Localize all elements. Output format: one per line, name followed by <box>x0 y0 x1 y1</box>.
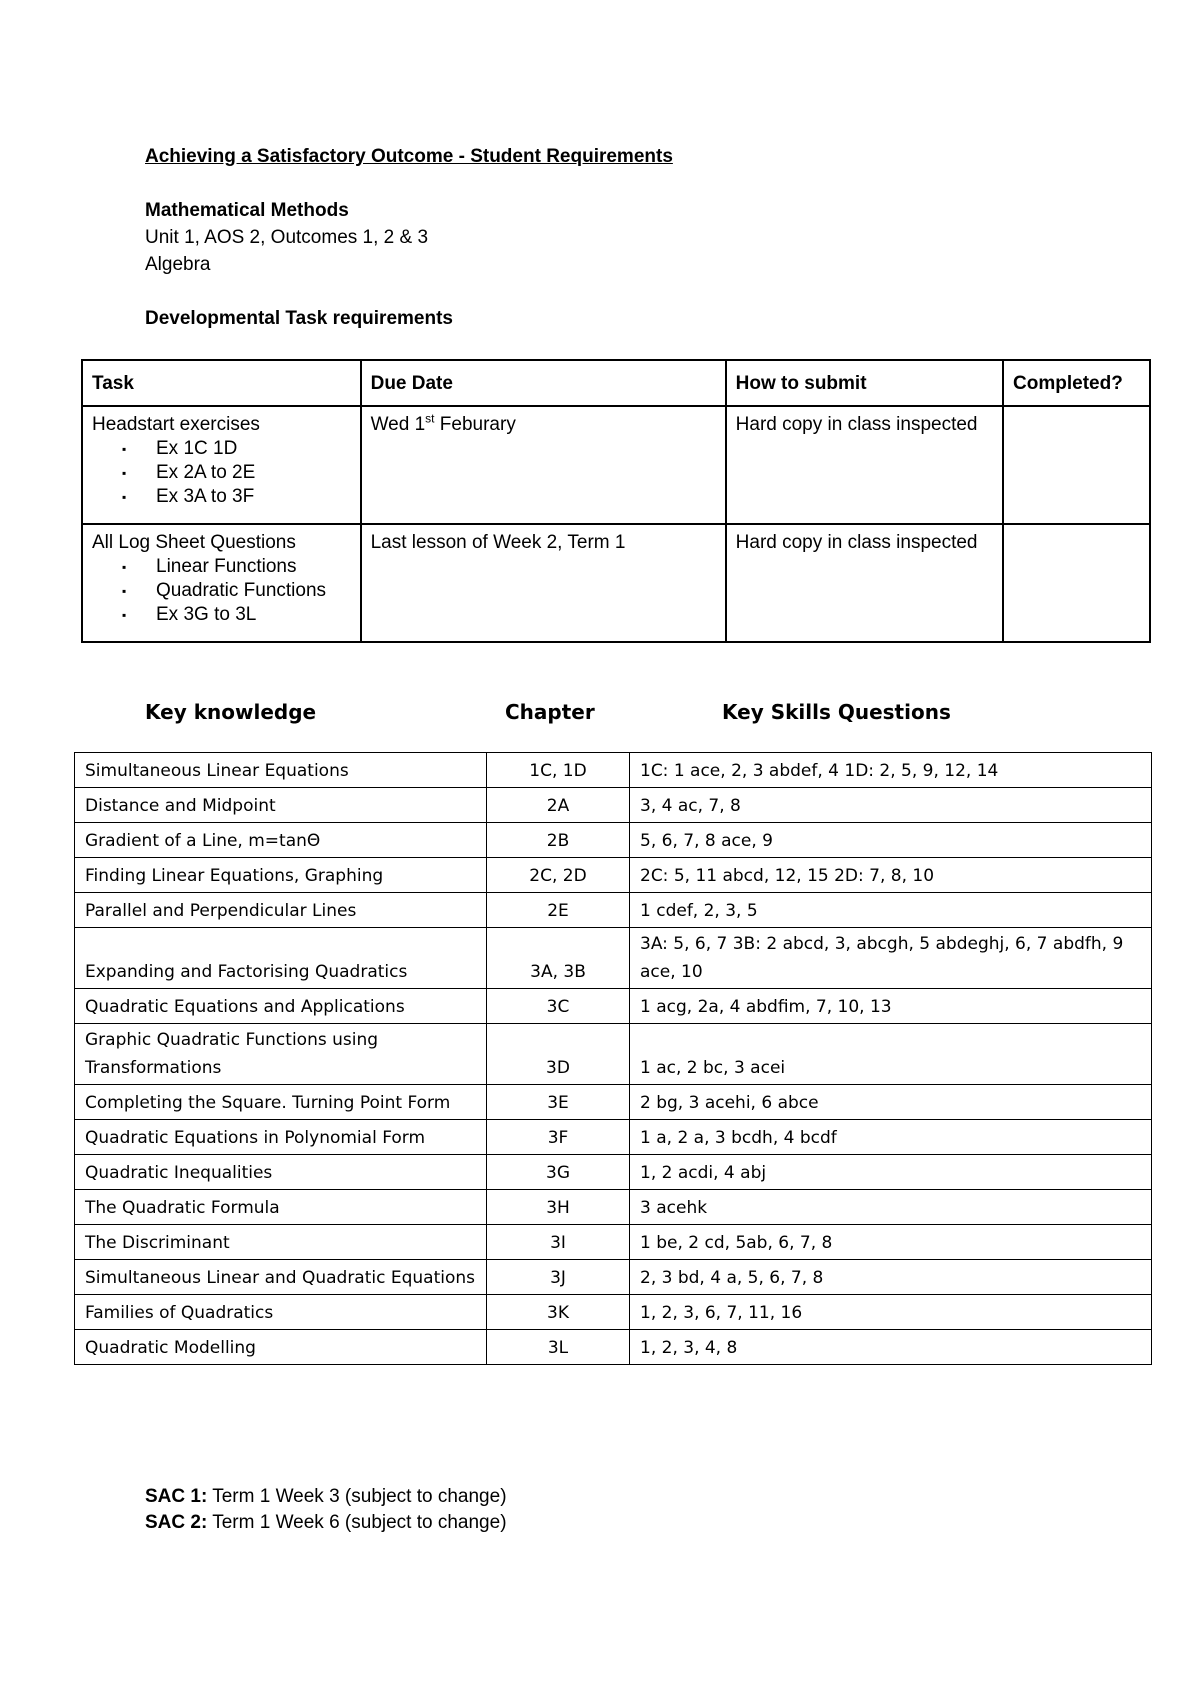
questions-cell: 1 a, 2 a, 3 bcdh, 4 bcdf <box>630 1120 1152 1155</box>
chapter-cell: 2A <box>487 788 630 823</box>
task-name: Headstart exercises <box>92 414 260 435</box>
skills-row <box>75 928 1152 989</box>
submit-method-cell: Hard copy in class inspected <box>726 406 1003 524</box>
knowledge-topic-cell: Simultaneous Linear and Quadratic Equations <box>75 1260 487 1295</box>
questions-cell: 2, 3 bd, 4 a, 5, 6, 7, 8 <box>630 1260 1152 1295</box>
chapter-header: Chapter <box>505 700 595 724</box>
task-column-header: Task <box>82 360 361 406</box>
chapter-cell: 1C, 1D <box>487 753 630 788</box>
knowledge-topic-cell: Expanding and Factorising Quadratics <box>75 928 487 989</box>
knowledge-topic-cell: Quadratic Equations and Applications <box>75 989 487 1024</box>
chapter-cell: 3A, 3B <box>487 928 630 989</box>
sac-2-line <box>145 1510 507 1536</box>
how-to-submit-column-header: How to submit <box>726 360 1003 406</box>
sac-1-line <box>145 1484 507 1510</box>
skills-row <box>75 1155 1152 1190</box>
task-item: ▪ Ex 2A to 2E <box>156 461 351 485</box>
completed-cell[interactable] <box>1003 406 1150 524</box>
knowledge-topic-cell: Quadratic Inequalities <box>75 1155 487 1190</box>
task-cell <box>82 524 361 642</box>
due-date-ordinal: st <box>425 411 435 426</box>
task-row <box>82 406 1150 524</box>
knowledge-topic-cell: Quadratic Equations in Polynomial Form <box>75 1120 487 1155</box>
key-skills-questions-header: Key Skills Questions <box>722 700 951 724</box>
questions-cell: 5, 6, 7, 8 ace, 9 <box>630 823 1152 858</box>
chapter-cell: 2B <box>487 823 630 858</box>
questions-cell: 2C: 5, 11 abcd, 12, 15 2D: 7, 8, 10 <box>630 858 1152 893</box>
sac-text: Term 1 Week 6 (subject to change) <box>207 1512 507 1533</box>
chapter-cell: 3I <box>487 1225 630 1260</box>
developmental-task-heading: Developmental Task requirements <box>145 308 453 329</box>
questions-cell: 1 ac, 2 bc, 3 acei <box>630 1024 1152 1085</box>
task-item-list <box>92 555 351 627</box>
questions-cell: 1 acg, 2a, 4 abdfim, 7, 10, 13 <box>630 989 1152 1024</box>
questions-cell: 3 acehk <box>630 1190 1152 1225</box>
knowledge-topic-cell: Parallel and Perpendicular Lines <box>75 893 487 928</box>
sac-label: SAC 1: <box>145 1486 208 1507</box>
skills-row <box>75 753 1152 788</box>
questions-cell: 3A: 5, 6, 7 3B: 2 abcd, 3, abcgh, 5 abdeghj, 6, 7 abdfh, 9 ace, 10 <box>630 928 1152 989</box>
skills-row <box>75 1295 1152 1330</box>
unit-line: Unit 1, AOS 2, Outcomes 1, 2 & 3 <box>145 227 429 248</box>
questions-cell: 1 be, 2 cd, 5ab, 6, 7, 8 <box>630 1225 1152 1260</box>
skills-row <box>75 1085 1152 1120</box>
chapter-cell: 2E <box>487 893 630 928</box>
chapter-cell: 3J <box>487 1260 630 1295</box>
task-row <box>82 524 1150 642</box>
key-skills-table <box>74 752 1152 1365</box>
task-item: ▪ Quadratic Functions <box>156 579 351 603</box>
key-knowledge-header: Key knowledge <box>145 700 317 724</box>
skills-row <box>75 1024 1152 1085</box>
chapter-cell: 3F <box>487 1120 630 1155</box>
due-date-cell: Last lesson of Week 2, Term 1 <box>361 524 726 642</box>
questions-cell: 1, 2 acdi, 4 abj <box>630 1155 1152 1190</box>
submit-method-cell: Hard copy in class inspected <box>726 524 1003 642</box>
questions-cell: 1, 2, 3, 6, 7, 11, 16 <box>630 1295 1152 1330</box>
skills-row <box>75 788 1152 823</box>
skills-row <box>75 823 1152 858</box>
task-item: ▪ Linear Functions <box>156 555 351 579</box>
skills-row <box>75 1225 1152 1260</box>
questions-cell: 2 bg, 3 acehi, 6 abce <box>630 1085 1152 1120</box>
due-date-prefix: Wed 1 <box>370 414 426 435</box>
chapter-cell: 3K <box>487 1295 630 1330</box>
task-item: ▪ Ex 3A to 3F <box>156 485 351 509</box>
due-date-suffix: Feburary <box>434 414 516 435</box>
skills-row <box>75 1120 1152 1155</box>
skills-row <box>75 1260 1152 1295</box>
knowledge-topic-cell: The Quadratic Formula <box>75 1190 487 1225</box>
knowledge-topic-cell: Distance and Midpoint <box>75 788 487 823</box>
task-item: ▪ Ex 3G to 3L <box>156 603 351 627</box>
skills-row <box>75 858 1152 893</box>
chapter-cell: 3L <box>487 1330 630 1365</box>
skills-row <box>75 989 1152 1024</box>
task-name: All Log Sheet Questions <box>92 532 296 553</box>
sac-label: SAC 2: <box>145 1512 208 1533</box>
knowledge-topic-cell: Completing the Square. Turning Point Form <box>75 1085 487 1120</box>
knowledge-topic-cell: Gradient of a Line, m=tanΘ <box>75 823 487 858</box>
task-item-list <box>92 437 351 509</box>
task-requirements-table <box>81 359 1151 643</box>
completed-column-header: Completed? <box>1003 360 1150 406</box>
knowledge-topic-cell: Finding Linear Equations, Graphing <box>75 858 487 893</box>
subject-heading: Mathematical Methods <box>145 200 349 221</box>
knowledge-topic-cell: Graphic Quadratic Functions using Transformations <box>75 1024 487 1085</box>
task-table-header-row <box>82 360 1150 406</box>
chapter-cell: 2C, 2D <box>487 858 630 893</box>
skills-row <box>75 1330 1152 1365</box>
knowledge-topic-cell: Simultaneous Linear Equations <box>75 753 487 788</box>
skills-row <box>75 893 1152 928</box>
chapter-cell: 3H <box>487 1190 630 1225</box>
knowledge-topic-cell: The Discriminant <box>75 1225 487 1260</box>
topic-line: Algebra <box>145 254 211 275</box>
task-item: ▪ Ex 1C 1D <box>156 437 351 461</box>
questions-cell: 1C: 1 ace, 2, 3 abdef, 4 1D: 2, 5, 9, 12, 14 <box>630 753 1152 788</box>
document-title: Achieving a Satisfactory Outcome - Student Requirements <box>145 146 673 167</box>
chapter-cell: 3G <box>487 1155 630 1190</box>
skills-row <box>75 1190 1152 1225</box>
due-date-column-header: Due Date <box>361 360 726 406</box>
chapter-cell: 3E <box>487 1085 630 1120</box>
knowledge-topic-cell: Families of Quadratics <box>75 1295 487 1330</box>
questions-cell: 3, 4 ac, 7, 8 <box>630 788 1152 823</box>
sac-text: Term 1 Week 3 (subject to change) <box>207 1486 507 1507</box>
chapter-cell: 3C <box>487 989 630 1024</box>
task-cell <box>82 406 361 524</box>
completed-cell[interactable] <box>1003 524 1150 642</box>
chapter-cell: 3D <box>487 1024 630 1085</box>
due-date-cell <box>361 406 726 524</box>
knowledge-topic-cell: Quadratic Modelling <box>75 1330 487 1365</box>
questions-cell: 1, 2, 3, 4, 8 <box>630 1330 1152 1365</box>
questions-cell: 1 cdef, 2, 3, 5 <box>630 893 1152 928</box>
